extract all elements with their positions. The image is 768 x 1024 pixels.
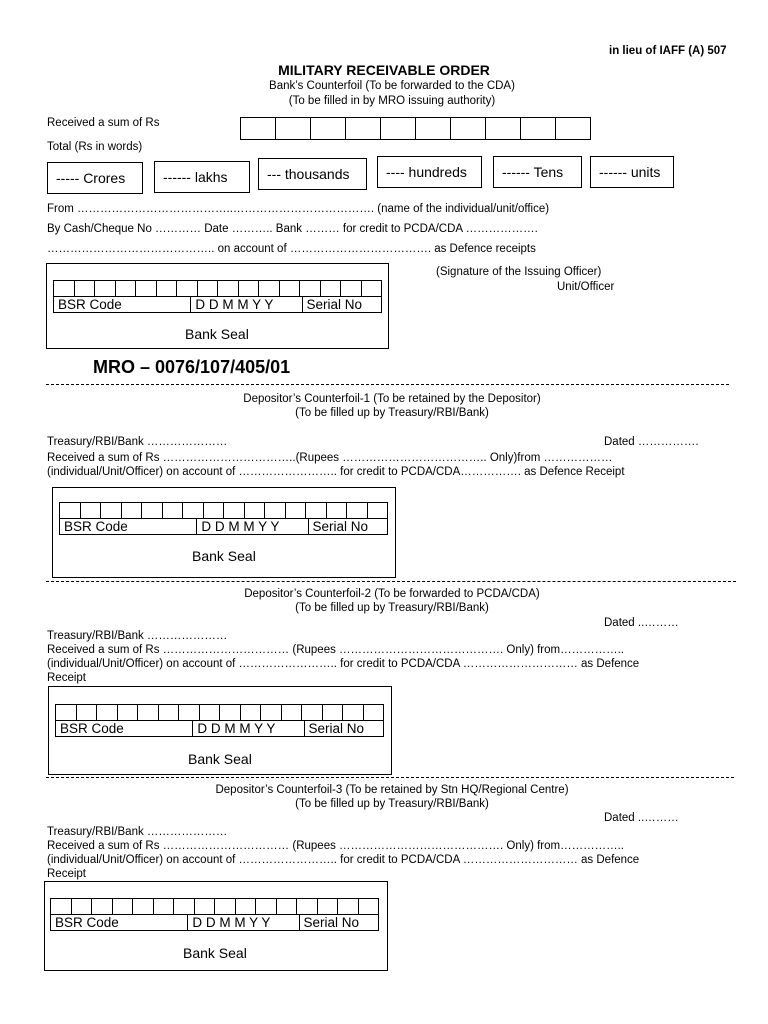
units-box[interactable]: ------ units bbox=[590, 156, 674, 188]
from-line: From …………………………………..………………………………. (name of the individual/unit/office) bbox=[47, 203, 550, 215]
tens-box[interactable]: ------ Tens bbox=[493, 156, 582, 188]
counterfoil-3-treasury: Treasury/RBI/Bank ………………… bbox=[47, 826, 228, 838]
form-subtitle-1: Bank’s Counterfoil (To be forwarded to the CDA) bbox=[269, 80, 515, 92]
bsr-code-label: BSR Code bbox=[56, 721, 193, 736]
serial-no-label: Serial No bbox=[308, 721, 365, 736]
counterfoil-3-line-3: Receipt bbox=[47, 868, 86, 880]
tear-line-1 bbox=[46, 384, 729, 385]
form-title: MILITARY RECEIVABLE ORDER bbox=[278, 62, 490, 78]
counterfoil-3-title: Depositor’s Counterfoil-3 (To be retained by Stn HQ/Regional Centre) bbox=[215, 784, 569, 796]
counterfoil-2-treasury: Treasury/RBI/Bank ………………… bbox=[47, 630, 228, 642]
counterfoil-1-dated: Dated ……………. bbox=[604, 436, 699, 448]
serial-no-label: Serial No bbox=[303, 915, 360, 930]
counterfoil-3-bank-seal-label: Bank Seal bbox=[183, 945, 247, 961]
counterfoil-1-subtitle: (To be filled up by Treasury/RBI/Bank) bbox=[295, 407, 489, 419]
counterfoil-2-line-1: Received a sum of Rs …………………………… (Rupees ……………………………………. Only) from…………….. bbox=[47, 644, 624, 656]
bsr-code-grid[interactable] bbox=[53, 280, 382, 313]
bsr-code-label: BSR Code bbox=[51, 915, 188, 930]
counterfoil-3-line-2: (individual/Unit/Officer) on account of …………………….. for credit to PCDA/CDA ………………………… as Defence bbox=[47, 854, 640, 866]
counterfoil-2-dated: Dated ..……… bbox=[604, 617, 679, 629]
counterfoil-1-treasury: Treasury/RBI/Bank ………………… bbox=[47, 436, 228, 448]
counterfoil-1-title: Depositor’s Counterfoil-1 (To be retained by the Depositor) bbox=[243, 393, 541, 405]
counterfoil-2-bank-seal-label: Bank Seal bbox=[188, 751, 252, 767]
amount-grid[interactable] bbox=[240, 117, 591, 140]
serial-no-label: Serial No bbox=[312, 519, 369, 534]
lakhs-box[interactable]: ------ lakhs bbox=[154, 161, 250, 193]
tear-line-2 bbox=[46, 581, 736, 582]
counterfoil-3-subtitle: (To be filled up by Treasury/RBI/Bank) bbox=[295, 798, 489, 810]
form-subtitle-2: (To be filled in by MRO issuing authority) bbox=[288, 95, 496, 107]
mro-number: MRO – 0076/107/405/01 bbox=[93, 357, 291, 377]
date-format-label: D D M M Y Y bbox=[197, 519, 308, 534]
counterfoil-2-bsr-grid[interactable] bbox=[55, 704, 384, 737]
cash-cheque-line: By Cash/Cheque No ………… Date ……….. Bank ……… for credit to PCDA/CDA ………………. bbox=[47, 223, 538, 235]
account-line: …………………………………….. on account of ………………………………. as Defence receipts bbox=[47, 243, 536, 255]
received-sum-label: Received a sum of Rs bbox=[47, 117, 160, 129]
counterfoil-2-subtitle: (To be filled up by Treasury/RBI/Bank) bbox=[295, 602, 489, 614]
signature-label: (Signature of the Issuing Officer) bbox=[436, 266, 602, 278]
tear-line-3 bbox=[46, 777, 734, 778]
counterfoil-3-dated: Dated ..……… bbox=[604, 812, 679, 824]
unit-officer-label: Unit/Officer bbox=[557, 281, 615, 293]
counterfoil-1-bank-seal-label: Bank Seal bbox=[192, 548, 256, 564]
crores-box[interactable]: ----- Crores bbox=[47, 162, 143, 194]
counterfoil-1-bsr-grid[interactable] bbox=[59, 502, 388, 535]
date-format-label: D D M M Y Y bbox=[191, 297, 302, 312]
counterfoil-1-line-1: Received a sum of Rs ……………………………..(Rupees ……………………………….. Only)from ……………… bbox=[47, 452, 613, 464]
counterfoil-3-line-1: Received a sum of Rs …………………………… (Rupees ……………………………………. Only) from…………….. bbox=[47, 840, 624, 852]
counterfoil-1-line-2: (individual/Unit/Officer) on account of …………………….. for credit to PCDA/CDA……………. as Defence Receipt bbox=[47, 466, 625, 478]
bsr-code-label: BSR Code bbox=[54, 297, 191, 312]
total-words-label: Total (Rs in words) bbox=[47, 141, 143, 153]
counterfoil-3-bsr-grid[interactable] bbox=[50, 898, 379, 931]
counterfoil-2-line-3: Receipt bbox=[47, 672, 86, 684]
in-lieu-note: in lieu of IAFF (A) 507 bbox=[609, 45, 727, 57]
thousands-box[interactable]: --- thousands bbox=[258, 158, 367, 190]
counterfoil-2-title: Depositor’s Counterfoil-2 (To be forwarded to PCDA/CDA) bbox=[244, 588, 540, 600]
bank-seal-label: Bank Seal bbox=[185, 326, 249, 342]
date-format-label: D D M M Y Y bbox=[188, 915, 299, 930]
counterfoil-2-line-2: (individual/Unit/Officer) on account of …………………….. for credit to PCDA/CDA ………………………… as Defence bbox=[47, 658, 640, 670]
hundreds-box[interactable]: ---- hundreds bbox=[377, 156, 482, 188]
date-format-label: D D M M Y Y bbox=[193, 721, 304, 736]
bsr-code-label: BSR Code bbox=[60, 519, 197, 534]
serial-no-label: Serial No bbox=[306, 297, 363, 312]
